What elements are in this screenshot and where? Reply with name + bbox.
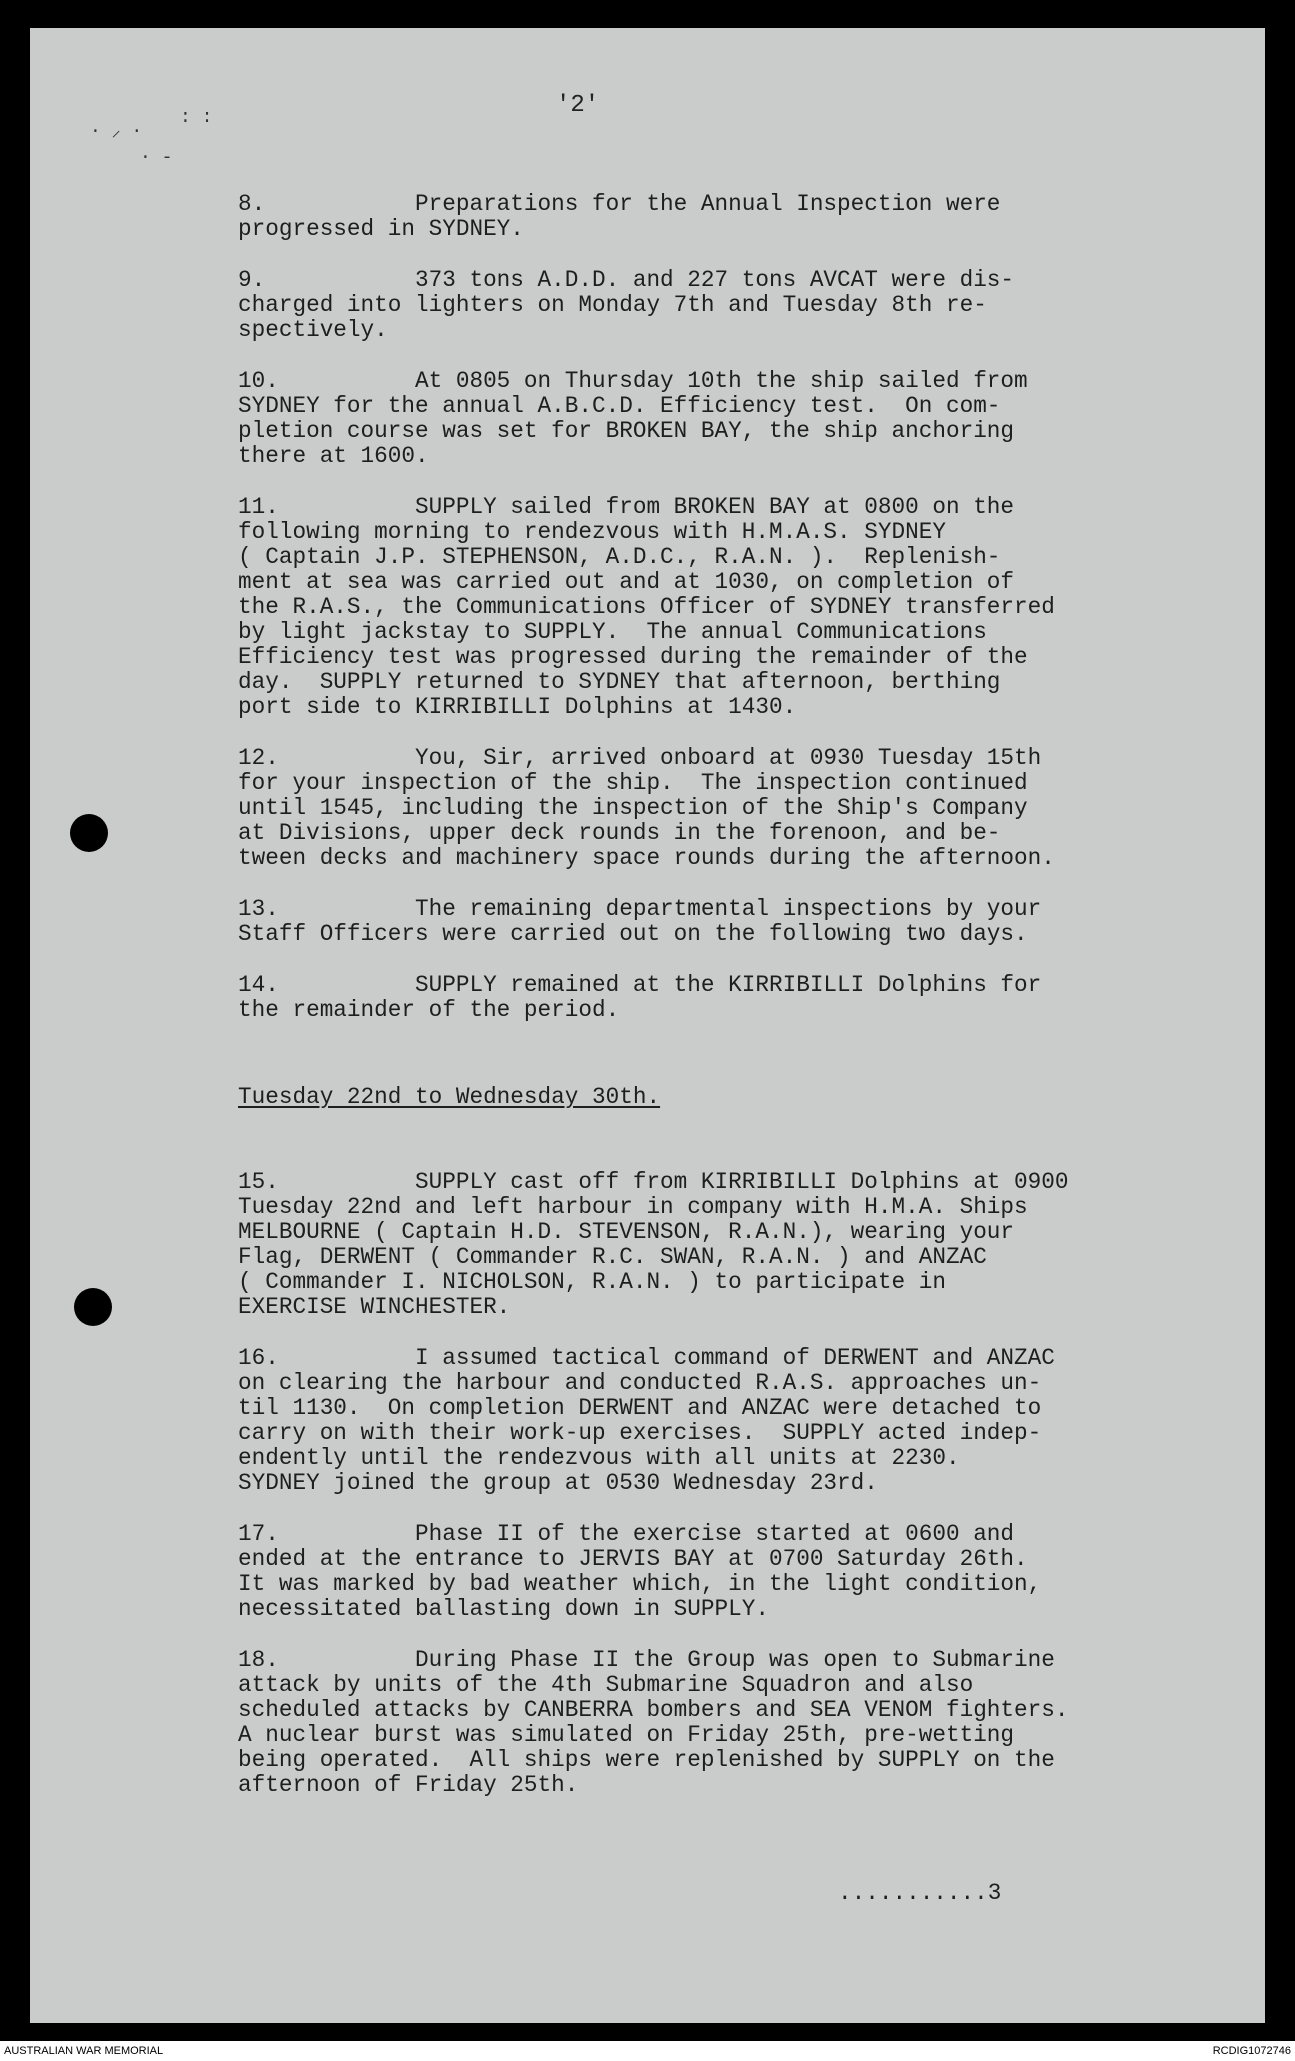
paragraph-line: EXERCISE WINCHESTER. bbox=[238, 1294, 511, 1320]
paragraph bbox=[238, 369, 1178, 469]
paragraph-line: progressed in SYDNEY. bbox=[238, 216, 524, 242]
paragraph-line: pletion course was set for BROKEN BAY, the ship anchoring bbox=[238, 418, 1015, 444]
paragraph-line: necessitated ballasting down in SUPPLY. bbox=[238, 1596, 769, 1622]
paragraph-line: on clearing the harbour and conducted R.A.S. approaches un- bbox=[238, 1370, 1042, 1396]
paragraph-line: carry on with their work-up exercises. SUPPLY acted indep- bbox=[238, 1420, 1042, 1446]
paragraph-line: at Divisions, upper deck rounds in the forenoon, and be- bbox=[238, 820, 1001, 846]
paragraph-line: til 1130. On completion DERWENT and ANZAC were detached to bbox=[238, 1395, 1042, 1421]
paragraph-line: Efficiency test was progressed during the remainder of the bbox=[238, 644, 1028, 670]
paragraph-line: A nuclear burst was simulated on Friday 25th, pre-wetting bbox=[238, 1722, 1015, 1748]
footer-bar bbox=[0, 2041, 1295, 2061]
paragraph-line: It was marked by bad weather which, in the light condition, bbox=[238, 1571, 1042, 1597]
paragraph-line: endently until the rendezvous with all units at 2230. bbox=[238, 1445, 960, 1471]
stain-mark: · - bbox=[140, 148, 173, 168]
paragraph-line: 8. Preparations for the Annual Inspection were bbox=[238, 191, 1001, 217]
stain-mark: · ⸝ · bbox=[90, 122, 143, 142]
section-heading: Tuesday 22nd to Wednesday 30th. bbox=[238, 1084, 661, 1110]
paragraph bbox=[238, 495, 1178, 720]
paragraphs-first bbox=[238, 192, 1178, 1049]
paragraph-line: for your inspection of the ship. The inspection continued bbox=[238, 770, 1028, 796]
paragraph-line: day. SUPPLY returned to SYDNEY that afternoon, berthing bbox=[238, 669, 1001, 695]
paragraph-line: being operated. All ships were replenished by SUPPLY on the bbox=[238, 1747, 1055, 1773]
paragraph-line: afternoon of Friday 25th. bbox=[238, 1772, 579, 1798]
punch-hole-bottom bbox=[74, 1288, 112, 1326]
paragraph-line: ended at the entrance to JERVIS BAY at 0700 Saturday 26th. bbox=[238, 1546, 1028, 1572]
paragraph-line: ( Captain J.P. STEPHENSON, A.D.C., R.A.N. ). Replenish- bbox=[238, 544, 1001, 570]
paragraph-line: spectively. bbox=[238, 317, 388, 343]
paragraph-line: port side to KIRRIBILLI Dolphins at 1430. bbox=[238, 694, 797, 720]
stain-mark: : : bbox=[180, 108, 213, 128]
paragraph-line: Flag, DERWENT ( Commander R.C. SWAN, R.A.N. ) and ANZAC bbox=[238, 1244, 987, 1270]
paragraph-line: following morning to rendezvous with H.M.A.S. SYDNEY bbox=[238, 519, 946, 545]
paragraph bbox=[238, 1170, 1178, 1320]
paragraph-line: the remainder of the period. bbox=[238, 997, 620, 1023]
paragraph-line: 16. I assumed tactical command of DERWENT and ANZAC bbox=[238, 1345, 1055, 1371]
paragraph-line: 14. SUPPLY remained at the KIRRIBILLI Dolphins for bbox=[238, 972, 1042, 998]
paragraph bbox=[238, 1346, 1178, 1496]
paragraph-line: SYDNEY joined the group at 0530 Wednesday 23rd. bbox=[238, 1470, 878, 1496]
paragraph-line: scheduled attacks by CANBERRA bombers and SEA VENOM fighters. bbox=[238, 1697, 1069, 1723]
punch-hole-top bbox=[70, 814, 108, 852]
paragraph-line: Staff Officers were carried out on the following two days. bbox=[238, 921, 1028, 947]
paragraph-line: there at 1600. bbox=[238, 443, 429, 469]
paragraph bbox=[238, 746, 1178, 871]
paragraph-line: 17. Phase II of the exercise started at 0600 and bbox=[238, 1521, 1015, 1547]
paragraph-line: charged into lighters on Monday 7th and Tuesday 8th re- bbox=[238, 292, 987, 318]
paragraph-line: until 1545, including the inspection of the Ship's Company bbox=[238, 795, 1028, 821]
paragraph bbox=[238, 1522, 1178, 1622]
footer-left-label: AUSTRALIAN WAR MEMORIAL bbox=[4, 2045, 164, 2057]
paragraphs-second bbox=[238, 1170, 1178, 1824]
paragraph-line: the R.A.S., the Communications Officer of SYDNEY transferred bbox=[238, 594, 1055, 620]
paragraph bbox=[238, 192, 1178, 242]
paragraph-line: 15. SUPPLY cast off from KIRRIBILLI Dolphins at 0900 bbox=[238, 1169, 1069, 1195]
paragraph-line: attack by units of the 4th Submarine Squadron and also bbox=[238, 1672, 974, 1698]
paragraph-line: Tuesday 22nd and left harbour in company with H.M.A. Ships bbox=[238, 1194, 1028, 1220]
continuation-marker: ...........3 bbox=[838, 1880, 1002, 1906]
paragraph-line: 12. You, Sir, arrived onboard at 0930 Tuesday 15th bbox=[238, 745, 1042, 771]
footer-right-label: RCDIG1072746 bbox=[1212, 2045, 1291, 2057]
paragraph-line: 13. The remaining departmental inspections by your bbox=[238, 896, 1042, 922]
paragraph-line: ment at sea was carried out and at 1030, on completion of bbox=[238, 569, 1015, 595]
paragraph-line: 18. During Phase II the Group was open to Submarine bbox=[238, 1647, 1055, 1673]
paragraph-line: 11. SUPPLY sailed from BROKEN BAY at 0800 on the bbox=[238, 494, 1015, 520]
paragraph bbox=[238, 1648, 1178, 1798]
paragraph-line: SYDNEY for the annual A.B.C.D. Efficiency test. On com- bbox=[238, 393, 1001, 419]
paragraph-line: by light jackstay to SUPPLY. The annual Communications bbox=[238, 619, 987, 645]
paragraph-line: 10. At 0805 on Thursday 10th the ship sailed from bbox=[238, 368, 1028, 394]
paragraph-line: tween decks and machinery space rounds during the afternoon. bbox=[238, 845, 1055, 871]
page-number: '2' bbox=[556, 92, 600, 119]
paragraph-line: MELBOURNE ( Captain H.D. STEVENSON, R.A.N.), wearing your bbox=[238, 1219, 1015, 1245]
paragraph bbox=[238, 973, 1178, 1023]
paragraph-line: ( Commander I. NICHOLSON, R.A.N. ) to participate in bbox=[238, 1269, 946, 1295]
paragraph bbox=[238, 897, 1178, 947]
paragraph-line: 9. 373 tons A.D.D. and 227 tons AVCAT were dis- bbox=[238, 267, 1015, 293]
paragraph bbox=[238, 268, 1178, 343]
